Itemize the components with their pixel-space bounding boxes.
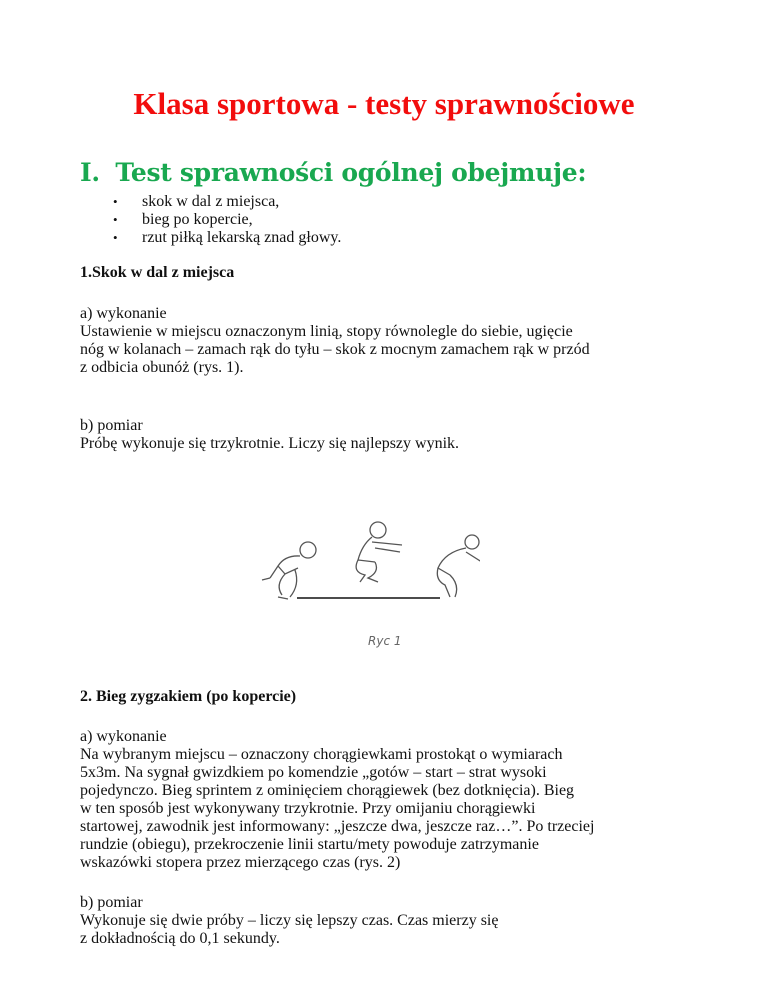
text-line: wskazówki stopera przez mierzącego czas (rys. 2) (80, 854, 401, 871)
text-line: z odbicia obunóż (rys. 1). (80, 359, 244, 376)
text-line: w ten sposób jest wykonywany trzykrotnie. Przy omijaniu chorągiewki (80, 800, 536, 817)
section-title: Test sprawności ogólnej obejmuje: (115, 158, 587, 187)
test-list (80, 193, 341, 247)
test1-heading: 1.Skok w dal z miejsca (80, 264, 235, 281)
text-line: 5x3m. Na sygnał gwizdkiem po komendzie „gotów – start – strat wysoki (80, 764, 547, 781)
label: a) wykonanie (80, 728, 167, 745)
list-item: • bieg po kopercie, (80, 211, 341, 229)
long-jump-figure (240, 500, 480, 660)
label: b) pomiar (80, 417, 143, 434)
text-line: Próbę wykonuje się trzykrotnie. Liczy się najlepszy wynik. (80, 435, 460, 452)
test2-measurement (80, 894, 700, 948)
test1-measurement (80, 417, 700, 453)
text-line: rundzie (obiegu), przekroczenie linii startu/mety powoduje zatrzymanie (80, 836, 539, 853)
section-number: I. (80, 158, 100, 187)
page-title: Klasa sportowa - testy sprawnościowe (133, 86, 635, 121)
text-line: Wykonuje się dwie próby – liczy się lepszy czas. Czas mierzy się (80, 912, 499, 929)
text-line: Na wybranym miejscu – oznaczony chorągiewkami prostokąt o wymiarach (80, 746, 563, 763)
figure-caption: Ryc 1 (368, 634, 402, 648)
label: a) wykonanie (80, 305, 167, 322)
jumper-mid (356, 522, 402, 582)
text-line: Ustawienie w miejscu oznaczonym linią, stopy równolegle do siebie, ugięcie (80, 323, 573, 340)
jumper-end (437, 535, 480, 597)
test2-heading: 2. Bieg zygzakiem (po kopercie) (80, 688, 297, 705)
text-line: startowej, zawodnik jest informowany: „jeszcze dwa, jeszcze raz…”. Po trzeciej (80, 818, 595, 835)
jumper-start (262, 542, 316, 599)
section-heading (80, 157, 586, 189)
label: b) pomiar (80, 894, 143, 911)
text-line: z dokładnością do 0,1 sekundy. (80, 930, 280, 947)
list-item: • rzut piłką lekarską znad głowy. (80, 229, 341, 247)
text-line: nóg w kolanach – zamach rąk do tyłu – skok z mocnym zamachem rąk w przód (80, 341, 590, 358)
test1-execution (80, 305, 700, 377)
test2-execution (80, 728, 700, 872)
list-item: • skok w dal z miejsca, (80, 193, 341, 211)
text-line: pojedynczo. Bieg sprintem z ominięciem chorągiewek (bez dotknięcia). Bieg (80, 782, 575, 799)
